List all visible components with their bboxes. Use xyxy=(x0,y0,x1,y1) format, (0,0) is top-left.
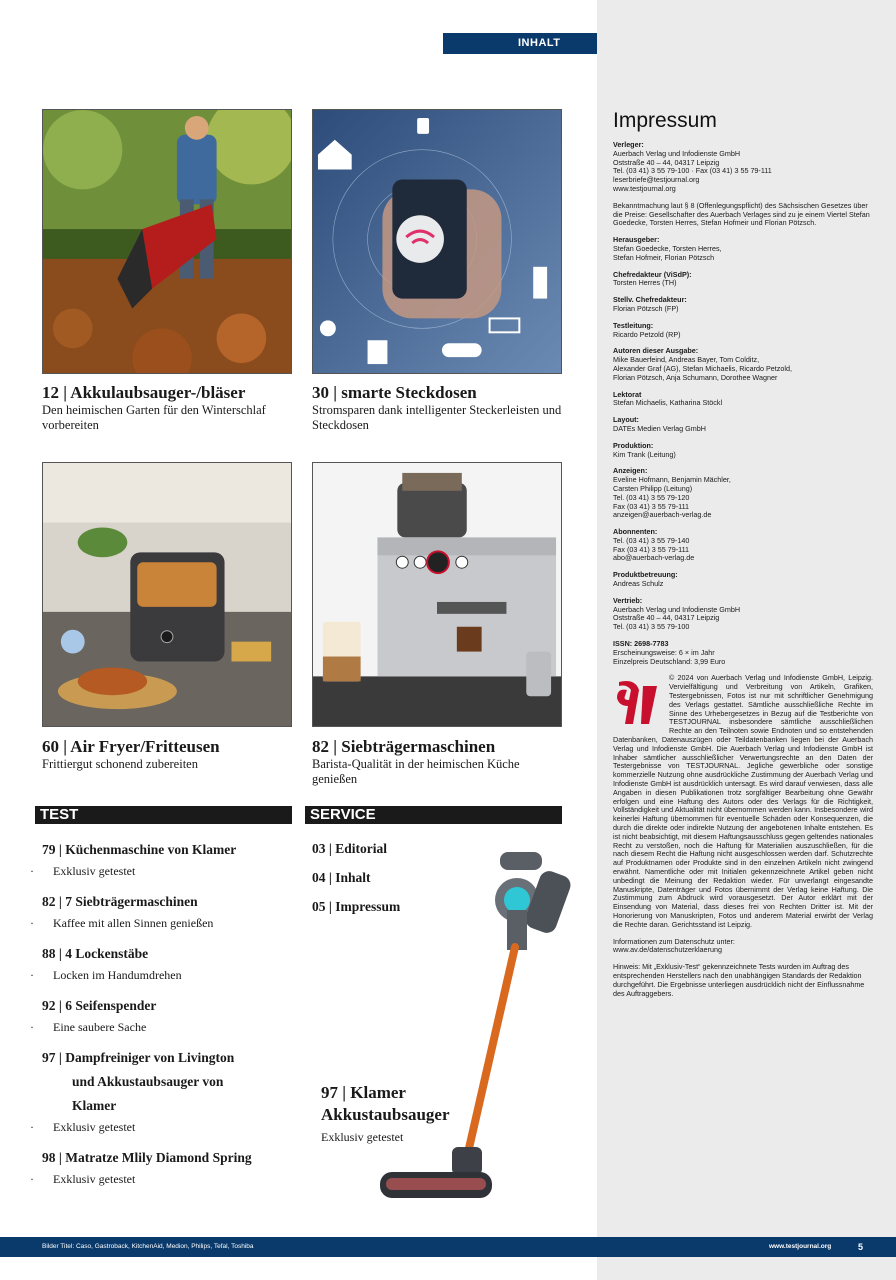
test-item-sub: · Kaffee mit allen Sinnen genießen xyxy=(0,914,292,932)
label: Abonnenten: xyxy=(613,527,658,537)
test-list xyxy=(42,838,292,1198)
feature-desc: Frittiergut schonend zubereiten xyxy=(42,757,198,771)
feature-title: 30 | smarte Steckdosen xyxy=(312,383,477,402)
website-link[interactable]: www.testjournal.org xyxy=(769,1243,832,1250)
vertrieb: Auerbach Verlag und Infodienste GmbH Oststraße 40 – 44, 04317 Leipzig Tel. (03 41) 3 55 79-100 xyxy=(613,604,741,632)
abonnenten: Tel. (03 41) 3 55 79-140 Fax (03 41) 3 55 79-111 abo@auerbach-verlag.de xyxy=(613,535,695,563)
label: Autoren dieser Ausgabe: xyxy=(613,346,699,356)
test-item-title: 92 | 6 Seifenspender xyxy=(42,998,157,1013)
autoren: Mike Bauerfeind, Andreas Bayer, Tom Colditz, Alexander Graf (AG), Stefan Michaelis, Ricardo Petzold, Florian Pötzsch, Anja Schumann, Dorothee Wagner xyxy=(613,355,792,382)
test-item-sub: · Exklusiv getestet xyxy=(0,1170,292,1188)
list-item xyxy=(42,1046,292,1136)
testleitung: Ricardo Petzold (RP) xyxy=(613,329,681,339)
feature-smart-plug xyxy=(312,383,562,433)
feature-title: 82 | Siebträgermaschinen xyxy=(312,737,496,756)
feature-desc: Den heimischen Garten für den Winterschlaf vorbereiten xyxy=(42,403,266,432)
feature-espresso xyxy=(312,737,562,787)
produktbetreuung: Andreas Schulz xyxy=(613,579,664,589)
test-item-title: 82 | 7 Siebträgermaschinen xyxy=(42,894,198,909)
test-item-title: 98 | Matratze Mlily Diamond Spring xyxy=(42,1150,252,1165)
verleger: Auerbach Verlag und Infodienste GmbH Oststraße 40 – 44, 04317 Leipzig Tel. (03 41) 3 55 79-100 · Fax (03 41) 3 55 79-111 leserbriefe@testjournal.org www.testjournal.org xyxy=(613,148,772,193)
stellv-chefredakteur: Florian Pötzsch (FP) xyxy=(613,303,679,313)
label: Produktbetreuung: xyxy=(613,570,678,580)
feature-air-fryer xyxy=(42,737,292,772)
impressum xyxy=(613,108,873,1006)
stick-vacuum-image xyxy=(372,842,590,1227)
test-item-title: 97 | Dampfreiniger von Livington xyxy=(42,1050,235,1065)
service-item-inhalt: 04 | Inhalt xyxy=(312,870,371,885)
list-item xyxy=(42,838,292,880)
list-item xyxy=(42,942,292,984)
service-heading: SERVICE xyxy=(305,806,562,824)
label: Anzeigen: xyxy=(613,466,648,476)
test-heading: TEST xyxy=(35,806,292,824)
lektorat: Stefan Michaelis, Katharina Stöckl xyxy=(613,398,723,408)
impressum-title: Impressum xyxy=(613,109,717,132)
feature-title: 12 | Akkulaubsauger-/bläser xyxy=(42,383,246,402)
test-item-sub: · Exklusiv getestet xyxy=(0,1118,292,1136)
produktion: Kim Trank (Leitung) xyxy=(613,449,676,459)
label: Vertrieb: xyxy=(613,595,643,605)
section-tab: INHALT xyxy=(443,33,597,54)
chefredakteur: Torsten Herres (TH) xyxy=(613,278,677,288)
label: Stellv. Chefredakteur: xyxy=(613,295,687,305)
test-item-title: 79 | Küchenmaschine von Klamer xyxy=(42,842,237,857)
test-item-sub: · Exklusiv getestet xyxy=(0,862,292,880)
label: ISSN: 2698-7783 xyxy=(613,639,669,649)
vacuum-feature-sub: Exklusiv getestet xyxy=(321,1130,404,1144)
footer-bar xyxy=(0,1237,896,1257)
feature-title: 60 | Air Fryer/Fritteusen xyxy=(42,737,220,756)
leaf-blower-photo xyxy=(42,109,292,374)
copyright-notice: © 2024 von Auerbach Verlag und Infodienste GmbH, Leipzig. Vervielfältigung und Verbreitung von Artikeln, Grafiken, Testergebnissen, Fotos ist nur mit schriftlicher Genehmigung des Verlags gestattet. Sämtliche ausschließliche Rechte im Sinne des Urhebergesetzes in Bezug auf die Testberichte von TESTJOURNAL insbesondere sämtliche ausschließlichen Rechte an den Teilnoten sowie Endnoten und so entstehenden Datenbanken, Datenauszügen oder Teildatenbanken liegen bei der Auerbach Verlag und Infodienste GmbH. Die Auerbach Verlag und Infodienste GmbH ist Inhaber sämtlicher ausschließlicher Verwertungsrechte an den Daten der Testergebnisse von TESTJOURNAL. Jegliche gewerbliche oder sonstige kommerzielle Nutzung ohne ausdrückliche Zustimmung der Auerbach Verlag und Infodienste GmbH ist ausdrücklich untersagt. Es wird darauf verwiesen, dass alle Angaben in diesen Publikationen trotz sorgfältiger Bearbeitung ohne Gewähr erfolgen und eine Haftung des Autors oder des Verlags für die Richtigkeit, Vollständigkeit und Aktualität nicht übernommen werden kann. Insbesondere wird keinerlei Haftung übernommen für eventuelle Schäden oder Konsequenzen, die durch die direkte oder indirekte Nutzung der angebotenen Inhalte entstehen. Es ist nicht beabsichtigt, mit diesem Haftungsausschluss gegen geltendes nationales Recht zu verstoßen, noch die Haftung für Materialien auszuschließen, für die nach diesem Recht die Haftung nicht ausgeschlossen werden darf. Schutzrechte auf Produktnamen oder Produkte sind in den einzelnen Artikeln nicht zwingend erwähnt. Namentliche oder mit Initialen gekennzeichnete Artikel geben nicht unbedingt die Meinung der Redaktion wieder. Für unverlangt eingesandte Manuskripte, Datenträger und Fotos übernimmt der Verlag keine Haftung. Die Zustimmung zum Abdruck wird vorausgesetzt. Der Autor erklärt mit der Einsendung von Material, dass dieses frei von Rechten Dritter ist. Mit der Honorierung von Manuskripten, Fotos und anderem Material erwirbt der Verlag die Rechte daran. Gerichtsstand ist Leipzig. xyxy=(613,673,873,929)
label: Verleger: xyxy=(613,140,644,149)
datenschutz: Informationen zum Datenschutz unter: www.av.de/datenschutzerklaerung xyxy=(613,936,735,955)
test-item-title-cont: Klamer xyxy=(72,1098,117,1113)
service-item-impressum: 05 | Impressum xyxy=(312,899,401,914)
espresso-machine-photo xyxy=(312,462,562,727)
auerbach-logo xyxy=(613,676,663,728)
feature-desc: Barista-Qualität in der heimischen Küche genießen xyxy=(312,757,520,786)
test-item-sub: · Eine saubere Sache xyxy=(0,1018,292,1036)
test-item-title: 88 | 4 Lockenstäbe xyxy=(42,946,149,961)
page-number: 5 xyxy=(858,1242,864,1252)
feature-leaf-blower xyxy=(42,383,292,433)
label: Produktion: xyxy=(613,440,654,450)
air-fryer-photo xyxy=(42,462,292,727)
label: Testleitung: xyxy=(613,320,654,330)
bekanntmachung: Bekanntmachung laut § 8 (Offenlegungspflicht) des Sächsischen Gesetzes über die Preise: Gesellschafter des Auerbach Verlages sind zu je einem Viertel Stefan Goedecke, Torsten Herres, Stefan Hofmeir und Florian Pötzsch. xyxy=(613,200,870,228)
issn: Erscheinungsweise: 6 × im Jahr Einzelpreis Deutschland: 3,99 Euro xyxy=(613,647,726,666)
label: Layout: xyxy=(613,415,639,425)
service-item-editorial: 03 | Editorial xyxy=(312,841,387,856)
photo-credits: Bilder Titel: Caso, Gastroback, KitchenAid, Medion, Philips, Tefal, Toshiba xyxy=(42,1243,254,1250)
list-item xyxy=(42,994,292,1036)
list-item xyxy=(42,1146,292,1188)
label: Lektorat xyxy=(613,389,642,399)
label: Herausgeber: xyxy=(613,235,660,245)
smart-plug-photo xyxy=(312,109,562,374)
list-item xyxy=(42,890,292,932)
vacuum-feature-title: 97 | Klamer Akkustaubsauger xyxy=(321,1083,450,1124)
feature-desc: Stromsparen dank intelligenter Steckerleisten und Steckdosen xyxy=(312,403,562,432)
label: Chefredakteur (ViSdP): xyxy=(613,269,692,279)
layout: DATEs Medien Verlag GmbH xyxy=(613,423,706,433)
hinweis: Hinweis: Mit „Exklusiv-Test“ gekennzeichnete Tests wurden im Auftrag des entsprechenden Herstellers nach den unabhängigen Standards der Redaktion durchgeführt. Die Ergebnisse unterliegen ausdrücklich nicht der Einflussnahme des Auftraggebers. xyxy=(613,962,865,998)
anzeigen: Eveline Hofmann, Benjamin Mächler, Carsten Philipp (Leitung) Tel. (03 41) 3 55 79-120 Fax (03 41) 3 55 79-111 anzeigen@auerbach-verlag.de xyxy=(613,475,731,520)
test-item-sub: · Locken im Handumdrehen xyxy=(0,966,292,984)
herausgeber: Stefan Goedecke, Torsten Herres, Stefan Hofmeir, Florian Pötzsch xyxy=(613,243,722,262)
test-item-title-cont: und Akkustaubsauger von xyxy=(72,1074,224,1089)
